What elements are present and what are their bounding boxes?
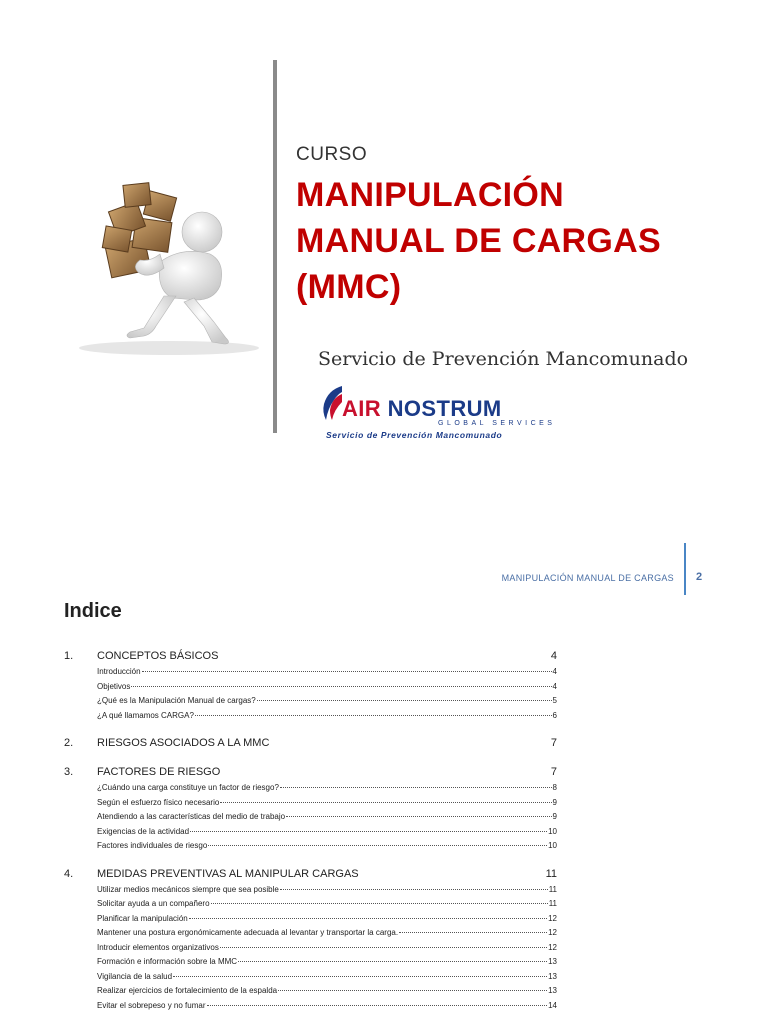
toc-subentry-title: Evitar el sobrepeso y no fumar xyxy=(97,1000,206,1010)
toc-subentry[interactable] xyxy=(64,810,557,825)
toc-section-number: 3. xyxy=(64,766,74,778)
toc-leader-dots xyxy=(220,802,551,803)
toc-subentry[interactable] xyxy=(64,665,557,680)
toc-subentry-title: Solicitar ayuda a un compañero xyxy=(97,899,210,908)
toc-leader-dots xyxy=(207,1005,548,1006)
toc-leader-dots xyxy=(208,845,547,846)
toc-subentry[interactable] xyxy=(64,709,557,724)
toc-leader-dots xyxy=(238,961,547,962)
toc-subentry-page: 13 xyxy=(548,986,557,995)
toc-subentry-page: 10 xyxy=(548,826,557,836)
toc-subentry[interactable] xyxy=(64,926,557,941)
person-carrying-boxes-icon xyxy=(64,150,270,356)
toc-section-page: 7 xyxy=(550,737,557,749)
cover-divider xyxy=(273,60,277,433)
toc-leader-dots xyxy=(280,889,548,890)
toc-subentry-page: 4 xyxy=(552,667,557,676)
toc-subentry-page: 10 xyxy=(548,841,557,850)
toc-subentry-page: 12 xyxy=(548,942,557,952)
toc-subentry[interactable] xyxy=(64,883,557,898)
toc-subentry-page: 12 xyxy=(548,928,557,937)
toc-subentry-title: Vigilancia de la salud xyxy=(97,971,173,981)
toc-subentry-title: Realizar ejercicios de fortalecimiento de la espalda xyxy=(97,986,278,995)
toc-leader-dots xyxy=(131,686,551,687)
toc-section xyxy=(64,866,557,1014)
toc-leader-dots xyxy=(399,932,547,933)
toc-section-entry[interactable] xyxy=(64,866,557,883)
toc-section-entry[interactable] xyxy=(64,648,557,665)
toc-section-entry[interactable] xyxy=(64,735,557,752)
toc-subentry[interactable] xyxy=(64,897,557,912)
toc-section-title: FACTORES DE RIESGO xyxy=(97,766,221,778)
toc-subentry-title: Objetivos xyxy=(97,681,131,691)
logo-subline: Servicio de Prevención Mancomunado xyxy=(326,430,503,440)
toc-subentry-title: Según el esfuerzo físico necesario xyxy=(97,797,220,807)
toc-subentry[interactable] xyxy=(64,825,557,840)
toc-subentry[interactable] xyxy=(64,796,557,811)
index-title: Indice xyxy=(64,600,122,622)
toc-leader-dots xyxy=(189,918,547,919)
toc-leader-dots xyxy=(220,947,547,948)
toc-section-title: MEDIDAS PREVENTIVAS AL MANIPULAR CARGAS xyxy=(97,867,359,880)
toc-leader-dots xyxy=(142,671,552,672)
wing-logo-icon xyxy=(320,382,344,422)
page-number: 2 xyxy=(696,571,703,583)
toc-subentry[interactable] xyxy=(64,680,557,695)
toc-subentry-title: Factores individuales de riesgo xyxy=(97,841,208,850)
logo-name-nostrum: NOSTRUM xyxy=(387,396,502,421)
header-divider xyxy=(684,543,686,595)
course-title-line-2: MANUAL DE CARGAS xyxy=(296,222,661,260)
toc-subentry[interactable] xyxy=(64,941,557,956)
toc-section-title: RIESGOS ASOCIADOS A LA MMC xyxy=(97,737,270,749)
toc-subentry-page: 13 xyxy=(548,971,557,981)
toc-subentry-title: Exigencias de la actividad xyxy=(97,826,190,836)
toc-subentry[interactable] xyxy=(64,694,557,709)
toc-subentry[interactable] xyxy=(64,912,557,927)
running-header-title: MANIPULACIÓN MANUAL DE CARGAS xyxy=(501,573,674,583)
toc-subentry-page: 14 xyxy=(548,1000,557,1010)
toc-subentry-title: Mantener una postura ergonómicamente adecuada al levantar y transportar la carga. xyxy=(97,928,399,937)
service-label: Servicio de Prevención Mancomunado xyxy=(318,348,689,370)
toc-section-number: 4. xyxy=(64,867,74,880)
toc-subentry-page: 11 xyxy=(548,899,557,908)
toc-subentry-page: 6 xyxy=(552,710,557,720)
toc-subentry-title: Introducción xyxy=(97,667,141,676)
toc-subentry-title: ¿Qué es la Manipulación Manual de cargas? xyxy=(97,696,256,705)
course-title xyxy=(296,172,716,310)
toc-leader-dots xyxy=(195,715,552,716)
toc-subentry-page: 8 xyxy=(552,783,557,792)
toc-subentry[interactable] xyxy=(64,781,557,796)
toc-leader-dots xyxy=(173,976,547,977)
course-label: CURSO xyxy=(296,144,368,165)
toc-subentry[interactable] xyxy=(64,984,557,999)
toc-leader-dots xyxy=(257,700,552,701)
toc-section xyxy=(64,735,557,752)
toc-subentry-title: ¿Cuándo una carga constituye un factor de riesgo? xyxy=(97,783,279,792)
course-title-line-1: MANIPULACIÓN xyxy=(296,176,565,214)
toc-section-number: 1. xyxy=(64,650,74,662)
toc-subentry[interactable] xyxy=(64,955,557,970)
toc-subentry-page: 11 xyxy=(548,884,557,894)
toc-section-page: 7 xyxy=(550,766,557,778)
toc-subentry-title: Introducir elementos organizativos xyxy=(97,942,219,952)
course-title-line-3: (MMC) xyxy=(296,268,402,306)
toc-subentry[interactable] xyxy=(64,970,557,985)
toc-subentry-title: Formación e información sobre la MMC xyxy=(97,957,238,966)
toc-subentry-title: Utilizar medios mecánicos siempre que sea posible xyxy=(97,884,279,894)
toc-section xyxy=(64,764,557,854)
table-of-contents xyxy=(64,648,557,1025)
toc-section-entry[interactable] xyxy=(64,764,557,781)
toc-section-page: 4 xyxy=(550,650,557,662)
toc-subentry-title: Atendiendo a las características del medio de trabajo xyxy=(97,812,286,821)
toc-subentry-title: Planificar la manipulación xyxy=(97,913,188,923)
toc-subentry-page: 4 xyxy=(552,681,557,691)
toc-section xyxy=(64,648,557,723)
company-logo xyxy=(320,380,556,442)
toc-leader-dots xyxy=(211,903,548,904)
toc-subentry-page: 9 xyxy=(552,812,557,821)
toc-subentry-title: ¿A qué llamamos CARGA? xyxy=(97,710,194,720)
toc-subentry-page: 9 xyxy=(552,797,557,807)
logo-name xyxy=(342,396,502,422)
logo-name-air: AIR xyxy=(342,396,388,421)
toc-leader-dots xyxy=(280,787,552,788)
logo-tagline: GLOBAL SERVICES xyxy=(438,420,556,427)
toc-leader-dots xyxy=(278,990,547,991)
toc-leader-dots xyxy=(190,831,547,832)
toc-section-page: 11 xyxy=(545,867,557,880)
toc-subentry[interactable] xyxy=(64,999,557,1014)
toc-section-title: CONCEPTOS BÁSICOS xyxy=(97,650,219,662)
toc-subentry-page: 5 xyxy=(552,696,557,705)
toc-leader-dots xyxy=(286,816,551,817)
toc-subentry-page: 13 xyxy=(548,957,557,966)
toc-section-number: 2. xyxy=(64,737,74,749)
toc-subentry-page: 12 xyxy=(548,913,557,923)
toc-subentry[interactable] xyxy=(64,839,557,854)
